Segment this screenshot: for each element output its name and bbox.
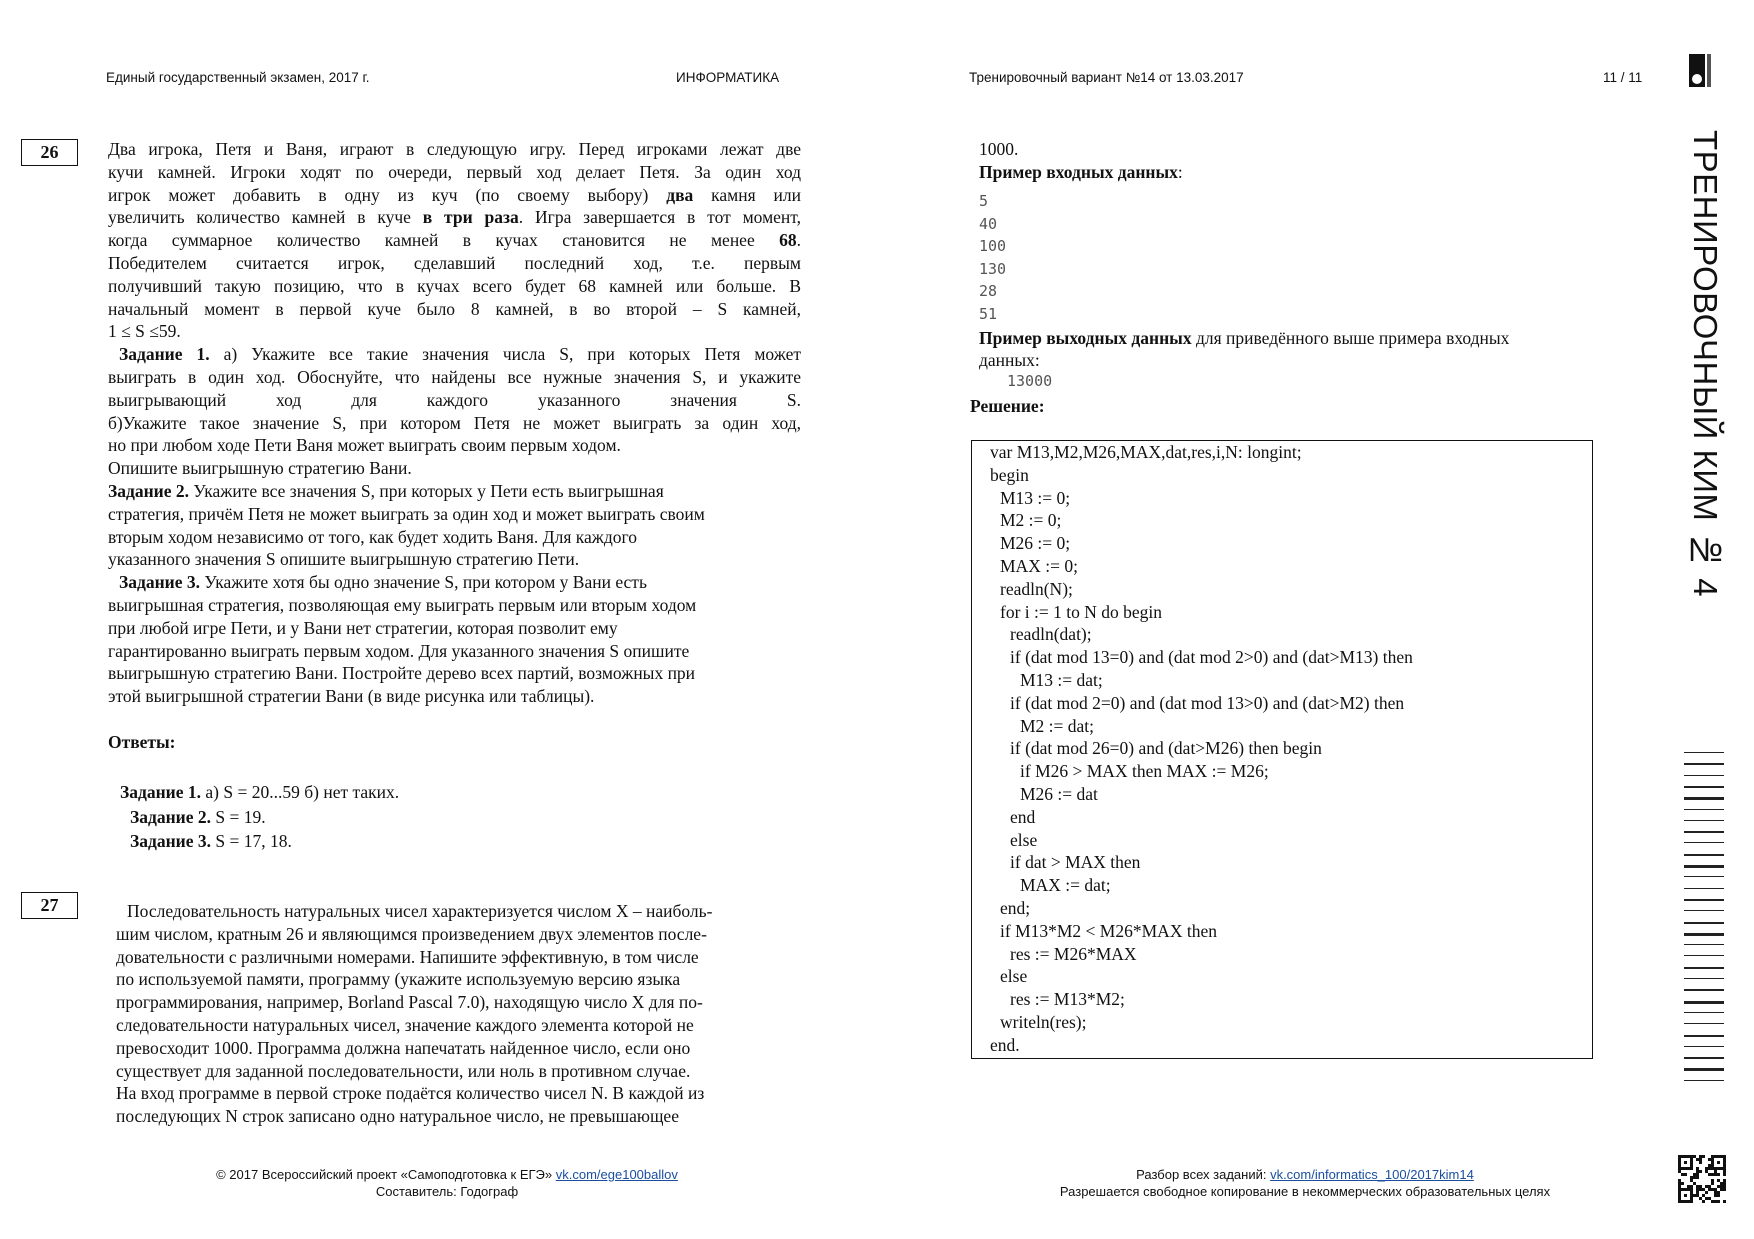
text-line [108, 412, 801, 435]
stripe [1684, 1023, 1724, 1024]
text: шим числом, кратным 26 и являющимся произведением двух элементов после- [116, 923, 707, 944]
sample-input-line: 100 [979, 237, 1007, 256]
code-line: MAX := 0; [1000, 555, 1078, 576]
text-line [108, 161, 801, 184]
code-line: M26 := 0; [1000, 533, 1071, 554]
text-line [116, 1060, 816, 1083]
text: Укажите хотя бы одно значение S, при котором у Вани есть [200, 572, 647, 593]
stripe [1684, 978, 1724, 979]
sample-input-values [979, 190, 1006, 326]
stripe [1684, 752, 1724, 753]
text-line [108, 640, 801, 663]
qr-module [1684, 1161, 1687, 1164]
stripe [1684, 955, 1724, 956]
footer-copyright: © 2017 Всероссийский проект «Самоподготовка к ЕГЭ» [216, 1167, 556, 1182]
page-number: 11 / 11 [1603, 70, 1643, 85]
answer-text: а) S = 20...59 б) нет таких. [201, 782, 400, 802]
stripe [1684, 1001, 1724, 1004]
footer-analysis-label: Разбор всех заданий: [1136, 1167, 1271, 1182]
code-line: M2 := dat; [1020, 715, 1095, 736]
text-line [116, 968, 816, 991]
sample-input-line: 28 [979, 282, 998, 301]
text: гарантированно выиграть первым ходом. Для указанного значения S опишите [108, 640, 690, 661]
qr-module [1702, 1200, 1705, 1203]
answer-3 [130, 830, 292, 853]
text-line [108, 503, 801, 526]
stripe [1684, 1035, 1724, 1037]
text: начальный момент в первой куче было 8 камней, в во второй – S камней, [108, 298, 801, 319]
stripe [1684, 809, 1724, 810]
code-line: M13 := 0; [1000, 487, 1071, 508]
answer-text: S = 19. [211, 807, 266, 827]
stripe [1684, 899, 1724, 901]
text: существует для заданной последовательности, или ноль в противном случае. [116, 1060, 691, 1081]
sample-input-heading [979, 161, 1183, 184]
text: довательности с различными номерами. Напишите эффективную, в том числе [116, 946, 699, 967]
text: при любой игре Пети, и у Вани нет стратегии, которая позволит ему [108, 617, 618, 638]
stripe [1684, 1012, 1724, 1013]
sample-output-heading [979, 327, 1509, 350]
answers-title-text: Ответы: [108, 732, 176, 752]
code-line: end. [990, 1034, 1020, 1055]
stripe [1684, 820, 1724, 821]
text: увеличить количество камней в куче [108, 207, 423, 228]
qr-module [1717, 1173, 1720, 1176]
code-line: else [1000, 966, 1028, 987]
code-line: res := M26*MAX [1010, 943, 1137, 964]
text: этой выигрышной стратегии Вани (в виде рисунка или таблицы). [108, 686, 595, 707]
text: программирования, например, Borland Pascal 7.0), находящую число X для по- [116, 992, 703, 1013]
text: последующих N строк записано одно натуральное число, не превышающее [116, 1106, 679, 1127]
text: Последовательность натуральных чисел характеризуется числом X – наиболь- [127, 901, 713, 921]
text-line [108, 617, 801, 640]
code-line: if (dat mod 13=0) and (dat mod 2>0) and (dat>M13) then [1010, 647, 1413, 668]
code-line: if (dat mod 2=0) and (dat mod 13>0) and (dat>M2) then [1010, 692, 1405, 713]
solution-code [990, 441, 1413, 1057]
sample-output-desc-2: данных: [979, 350, 1040, 370]
task-26-statement [108, 138, 801, 708]
qr-module [1717, 1194, 1720, 1197]
code-line: writeln(res); [1000, 1011, 1087, 1032]
qr-module [1681, 1182, 1684, 1185]
text-line [108, 184, 801, 207]
stripe [1684, 842, 1724, 843]
text: выиграть в один ход. Обоснуйте, что найдены все нужные значения S, и укажите [108, 366, 801, 387]
code-line: readln(N); [1000, 578, 1073, 599]
footer-author: Составитель: Годограф [375, 1184, 519, 1199]
text: Два игрока, Петя и Ваня, играют в следующую игру. Перед игроками лежат две [108, 139, 801, 159]
code-line: begin [990, 464, 1029, 485]
code-line: MAX := dat; [1020, 875, 1111, 896]
stripe [1684, 797, 1724, 800]
header-variant: Тренировочный вариант №14 от 13.03.2017 [969, 70, 1244, 85]
text-line [108, 480, 801, 503]
qr-module [1699, 1161, 1702, 1164]
stripe [1684, 1046, 1724, 1047]
qr-module [1723, 1200, 1726, 1203]
qr-module [1711, 1182, 1714, 1185]
stripe [1684, 854, 1724, 856]
qr-module [1699, 1170, 1702, 1173]
header-subject: ИНФОРМАТИКА [676, 70, 780, 85]
footer-right [985, 1166, 1625, 1200]
code-line: M26 := dat [1020, 783, 1098, 804]
code-line: res := M13*M2; [1010, 989, 1125, 1010]
text-line [116, 1105, 816, 1128]
text: выигрывающий ход для каждого указанного значения S. [108, 389, 801, 410]
side-title: ТРЕНИРОВОЧНЫЙ КИМ № 4 [1687, 130, 1724, 598]
answer-2 [130, 806, 266, 829]
sample-input-line: 40 [979, 214, 998, 233]
text: . [796, 230, 801, 251]
text: превосходит 1000. Программа должна напечатать найденное число, если оно [116, 1037, 691, 1058]
qr-module [1705, 1191, 1708, 1194]
code-line: var M13,M2,M26,MAX,dat,res,i,N: longint; [990, 442, 1302, 462]
code-line: M2 := 0; [1000, 510, 1062, 531]
bold-text: Задание 1. [119, 344, 210, 365]
answer-label: Задание 1. [120, 782, 202, 802]
qr-module [1723, 1173, 1726, 1176]
text-line [108, 548, 801, 571]
text: стратегия, причём Петя не может выиграть за один ход и может выиграть своим [108, 503, 705, 524]
text-line [116, 923, 816, 946]
stripe [1684, 1068, 1724, 1071]
qr-module [1690, 1200, 1693, 1203]
code-line: if dat > MAX then [1010, 852, 1141, 873]
stripe [1684, 989, 1724, 991]
text-line [108, 662, 801, 685]
footer-link-ege100ballov[interactable]: vk.com/ege100ballov [555, 1167, 678, 1182]
bold-text: в три раза [422, 207, 519, 228]
text-line [108, 343, 801, 366]
stripe [1684, 876, 1724, 877]
qr-module [1702, 1155, 1705, 1158]
text: кучи камней. Игроки ходят по очереди, первый ход делает Петя. За один ход [108, 161, 801, 182]
text: На вход программе в первой строке подаётся количество чисел N. В каждой из [116, 1083, 705, 1104]
code-line: M13 := dat; [1020, 669, 1103, 690]
text-line [108, 366, 801, 389]
text: Укажите все значения S, при которых у Пети есть выигрышная [189, 480, 664, 501]
code-line: for i := 1 to N do begin [1000, 601, 1163, 622]
code-line: end; [1000, 897, 1031, 918]
qr-module [1684, 1194, 1687, 1197]
bold-text: Задание 3. [119, 572, 201, 593]
solution-code-box [971, 440, 1593, 1059]
text: 1 ≤ S ≤59. [108, 321, 181, 342]
footer-license: Разрешается свободное копирование в некоммерческих образовательных целях [1059, 1184, 1551, 1199]
stripe [1684, 888, 1724, 889]
text: Победителем считается игрок, сделавший последний ход, т.е. первым [108, 252, 801, 273]
qr-module [1696, 1176, 1699, 1179]
bold-text: два [666, 184, 694, 205]
text-line [108, 298, 801, 321]
stripe [1684, 967, 1724, 969]
text: получивший такую позицию, что в кучах всего будет 68 камней или больше. В [108, 275, 801, 296]
text-line [108, 434, 801, 457]
code-line: if M26 > MAX then MAX := M26; [1020, 761, 1269, 782]
text: Опишите выигрышную стратегию Вани. [108, 458, 412, 479]
text: б)Укажите такое значение S, при котором Петя не может выиграть за один ход, [108, 412, 801, 433]
header-exam-title: Единый государственный экзамен, 2017 г. [106, 70, 370, 85]
text: вторым ходом независимо от того, как будет ходить Ваня. Для каждого [108, 526, 637, 547]
text-line [108, 229, 801, 252]
task-number-26: 26 [21, 139, 78, 166]
text-line [116, 991, 816, 1014]
answers-title [108, 731, 176, 754]
text: а) Укажите все такие значения числа S, при которых Петя может [209, 344, 801, 365]
qr-module [1684, 1173, 1687, 1176]
sample-output-value: 13000 [1007, 372, 1053, 390]
text-line [108, 526, 801, 549]
stripe [1684, 831, 1724, 833]
solution-heading: Решение: [970, 396, 1045, 416]
stripe [1684, 933, 1724, 936]
bold-text: 68 [779, 230, 797, 251]
text-line [116, 1014, 816, 1037]
colon: : [1177, 162, 1183, 182]
text-line [108, 138, 801, 161]
text-line [108, 320, 801, 343]
text: выигрышная стратегия, позволяющая ему выиграть первым или вторым ходом [108, 594, 697, 615]
sample-input-label: Пример входных данных [979, 162, 1178, 182]
text-line [108, 457, 801, 480]
code-line: end [1010, 806, 1036, 827]
answer-1 [120, 781, 399, 804]
qr-code-icon [1678, 1155, 1726, 1203]
qr-module [1717, 1200, 1720, 1203]
text-line [116, 946, 816, 969]
qr-module [1723, 1188, 1726, 1191]
text-line [116, 1037, 816, 1060]
text: указанного значения S опишите выигрышную стратегию Пети. [108, 549, 580, 570]
answer-label: Задание 2. [130, 807, 212, 827]
text: выигрышную стратегию Вани. Постройте дерево всех партий, возможных при [108, 663, 696, 684]
text: следовательности натуральных чисел, значение каждого элемента которой не [116, 1014, 694, 1035]
qr-module [1690, 1167, 1693, 1170]
stripe [1684, 910, 1724, 911]
stripe [1684, 944, 1724, 945]
stripe [1684, 1057, 1724, 1059]
text-line [108, 389, 801, 412]
sample-input-line: 51 [979, 304, 998, 323]
text-line [108, 252, 801, 275]
bold-text: Задание 2. [108, 480, 190, 501]
stripe [1684, 763, 1724, 765]
task-number-27: 27 [21, 892, 78, 919]
stripe [1684, 775, 1724, 776]
side-stripes [1682, 752, 1726, 1092]
stripe [1684, 865, 1724, 868]
text-line [108, 275, 801, 298]
code-line: readln(dat); [1010, 624, 1092, 645]
stripe [1684, 922, 1724, 924]
code-line: else [1010, 829, 1038, 850]
text: но при любом ходе Пети Ваня может выиграть своим первым ходом. [108, 435, 621, 456]
text: камня или [693, 184, 801, 205]
logo-icon [1689, 54, 1711, 87]
text: игрок может добавить в одну из куч (по своему выбору) [108, 184, 667, 205]
sample-input-line: 5 [979, 192, 989, 210]
text-line [108, 594, 801, 617]
text-line [108, 206, 801, 229]
answer-text: S = 17, 18. [211, 831, 292, 851]
footer-left [147, 1166, 747, 1200]
task-27-statement [116, 900, 816, 1128]
sample-output-label: Пример выходных данных [979, 328, 1192, 348]
text: когда суммарное количество камней в кучах становится не менее [108, 230, 780, 251]
text: по используемой памяти, программу (укажите используемую версию языка [116, 969, 681, 990]
text-line [108, 685, 801, 708]
continuation-text: 1000. [979, 139, 1019, 159]
stripe [1684, 786, 1724, 788]
text-line [116, 900, 816, 923]
footer-link-analysis[interactable]: vk.com/informatics_100/2017kim14 [1270, 1167, 1474, 1182]
code-line: if M13*M2 < M26*MAX then [1000, 920, 1217, 941]
sample-output-desc: для приведённого выше примера входных [1191, 328, 1510, 348]
code-line: if (dat mod 26=0) and (dat>M26) then begin [1010, 738, 1322, 759]
answer-label: Задание 3. [130, 831, 212, 851]
text-line [116, 1082, 816, 1105]
text: . Игра завершается в тот момент, [518, 207, 801, 228]
qr-module [1717, 1161, 1720, 1164]
text-line [108, 571, 801, 594]
sample-input-line: 130 [979, 259, 1007, 278]
stripe [1684, 1080, 1724, 1081]
